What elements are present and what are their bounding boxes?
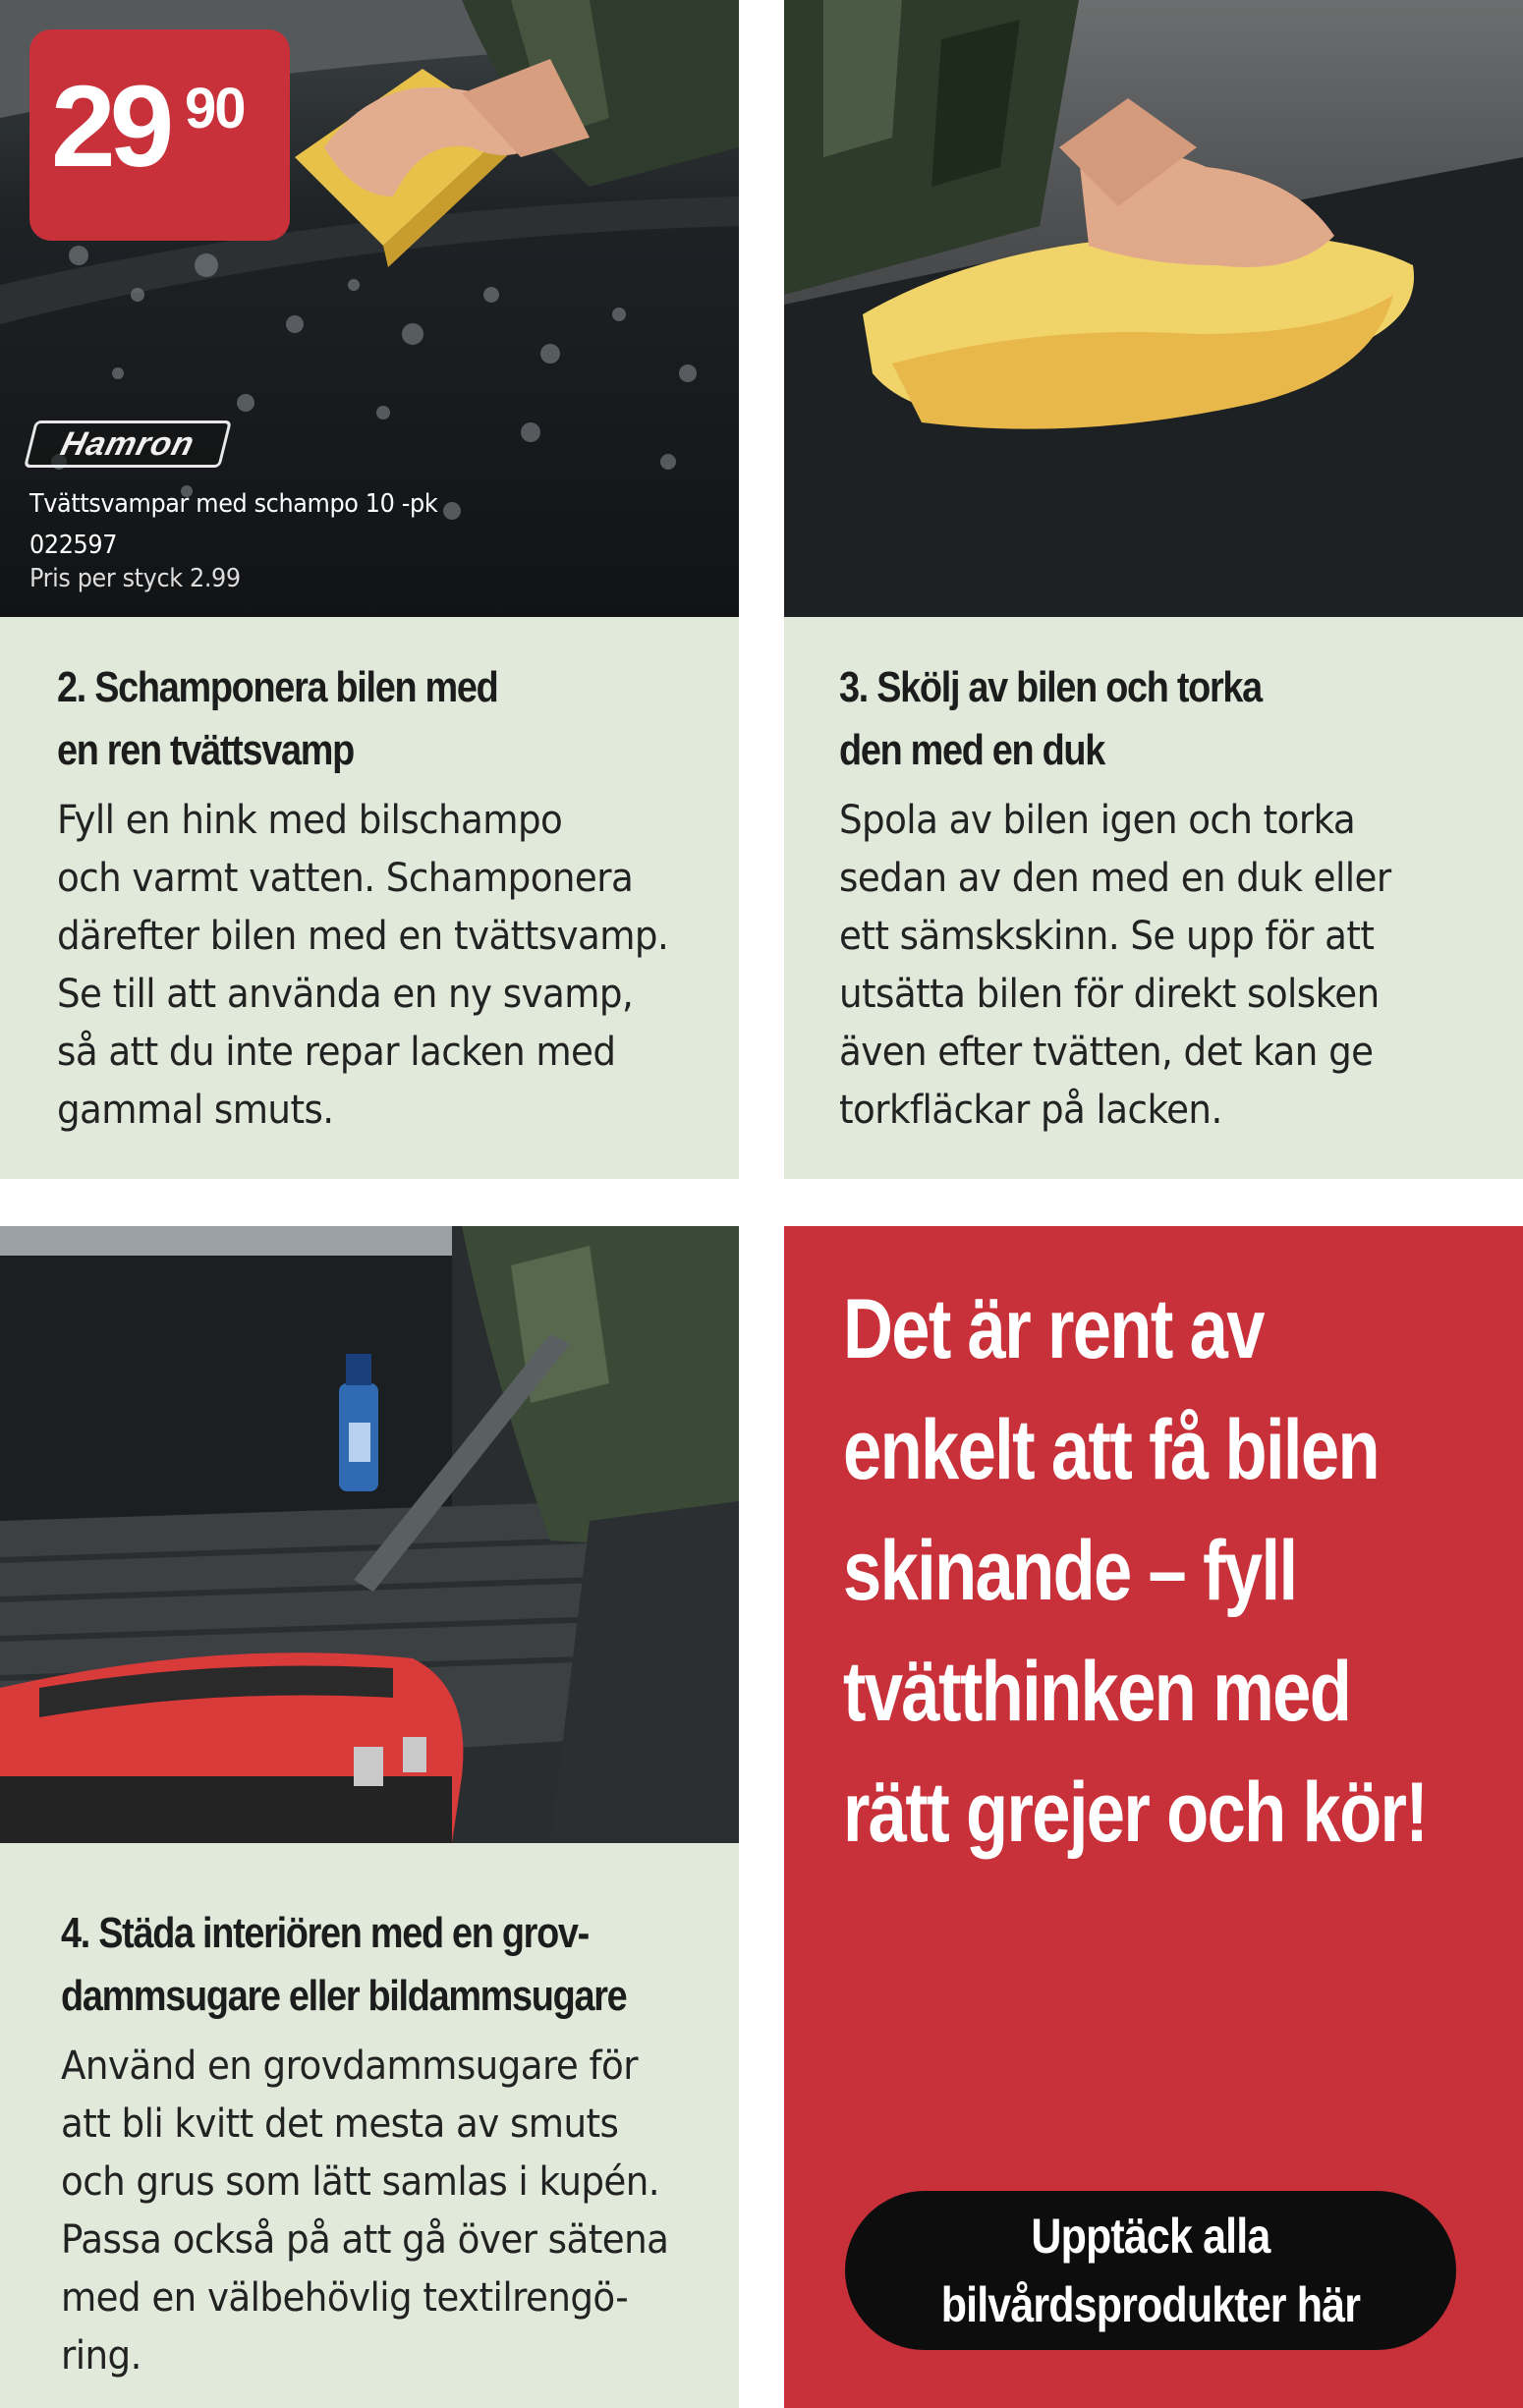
photo-vacuum xyxy=(0,1226,739,1843)
brand-name: Hamron xyxy=(57,424,199,463)
step-card-3 xyxy=(784,617,1523,1179)
vacuum-cleaning-image xyxy=(0,1226,739,1843)
brand-logo xyxy=(24,420,232,468)
price-whole: 29 xyxy=(51,62,169,192)
cta-label: Upptäck alla bilvårdsprodukter här xyxy=(940,2209,1361,2332)
step-body: Fyll en hink med bilschampo och varmt vatten. Schamponera därefter bilen med en tvättsvamp. Se till att använda en ny svamp, så att du inte repar lacken med gammal smuts. xyxy=(57,798,669,1133)
step-heading: 2. Schamponera bilen med en ren tvättsvamp xyxy=(57,663,498,774)
promo-panel xyxy=(784,1226,1523,2408)
step-heading: 4. Städa interiören med en grov- dammsugare eller bildammsugare xyxy=(61,1909,627,2020)
discover-products-button[interactable] xyxy=(845,2191,1456,2350)
product-sku: 022597 xyxy=(29,531,118,560)
step-body: Använd en grovdammsugare för att bli kvitt det mesta av smuts och grus som lätt samlas i kupén. Passa också på att gå över sätena med en välbehövlig textilrengö- ring. xyxy=(61,2044,669,2379)
photo-drying-cloth xyxy=(784,0,1523,617)
car-drying-cloth-image xyxy=(784,0,1523,617)
step-heading: 3. Skölj av bilen och torka den med en duk xyxy=(839,663,1262,774)
promo-headline: Det är rent av enkelt att få bilen skinande – fyll tvätthinken med rätt grejer och kör! xyxy=(843,1282,1428,1860)
step-card-2 xyxy=(0,617,739,1179)
product-photo-sponge xyxy=(0,0,739,617)
product-unit-price: Pris per styck 2.99 xyxy=(29,564,241,593)
step-card-4 xyxy=(0,1843,739,2408)
price-badge xyxy=(29,29,290,241)
product-name: Tvättsvampar med schampo 10 -pk xyxy=(29,489,438,519)
step-body: Spola av bilen igen och torka sedan av den med en duk eller ett sämskskinn. Se upp för att utsätta bilen för direkt solsken även efter tvätten, det kan ge torkfläckar på lacken. xyxy=(839,798,1391,1133)
price-cents: 90 xyxy=(185,77,245,140)
